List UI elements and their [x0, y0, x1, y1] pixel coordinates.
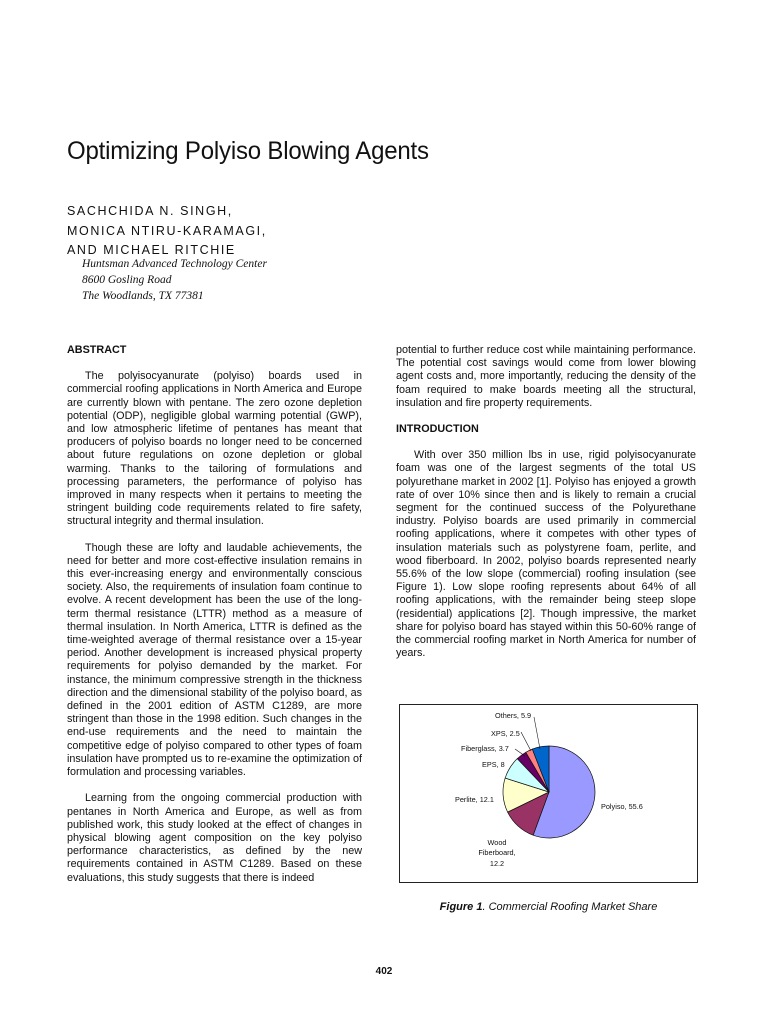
pie-chart-svg: [400, 705, 699, 884]
label-wood-line1: Wood: [487, 838, 507, 847]
abstract-paragraph-3: Learning from the ongoing commercial production with pentanes in North America and Europe, as well as from published work, this study looked at the effect of changes in physical blowing agent composition on the key polyiso performance characteristics, as defined by the new requirements contained in ASTM C1289. Based on these evaluations, this study suggests that there is indeed: [67, 792, 362, 884]
label-wood-line3: 12.2: [489, 859, 505, 868]
paper-title: Optimizing Polyiso Blowing Agents: [67, 137, 429, 165]
figure-caption-text: . Commercial Roofing Market Share: [482, 901, 658, 913]
leader-line-others: [534, 717, 540, 749]
label-perlite: Perlite, 12.1: [455, 795, 494, 804]
author-2: MONICA NTIRU-KARAMAGI,: [67, 223, 267, 238]
introduction-paragraph: With over 350 million lbs in use, rigid polyisocyanurate foam was one of the largest segments of the total US polyurethane market in 2002 [1]. Polyiso has enjoyed a growth rate of over 10% since then and is likely to remain a crucial segment for the continued success of the Polyurethane industry. Polyiso boards are used primarily in commercial roofing applications, where it competes with other types of insulation materials such as polystyrene foam, perlite, and wood fiberboard. In 2002, polyiso boards represented nearly 55.6% of the low slope (commercial) roofing insulation (see Figure 1). Low slope roofing represents about 64% of all roofing applications, with the remainder being steep slope (residential) applications [2]. Though impressive, the market share for polyiso board has stayed within this 50-60% range of the commercial roofing market in North America for number of years.: [396, 449, 696, 660]
leader-line-xps: [521, 732, 531, 751]
introduction-heading: INTRODUCTION: [396, 423, 479, 436]
affiliation-street: 8600 Gosling Road: [82, 274, 172, 286]
leader-line-fiberglass: [515, 749, 525, 756]
label-eps: EPS, 8: [482, 760, 505, 769]
abstract-heading: ABSTRACT: [67, 344, 127, 356]
label-wood-line2: Fiberboard,: [478, 848, 516, 857]
affiliation-city: The Woodlands, TX 77381: [82, 290, 204, 302]
label-others: Others, 5.9: [495, 711, 532, 720]
author-list: [67, 202, 267, 261]
label-fiberglass: Fiberglass, 3.7: [461, 744, 509, 753]
label-xps: XPS, 2.5: [491, 729, 520, 738]
abstract-paragraph-1: The polyisocyanurate (polyiso) boards used in commercial roofing applications in North America and Europe are currently blown with pentane. The zero ozone depletion potential (ODP), negligible global warming potential (GWP), and low atmospheric lifetime of pentanes has meant that producers of polyiso boards no longer need to be concerned about future regulations on ozone depletion or global warming. Thanks to the tailoring of formulations and processing parameters, the performance of polyiso has improved in many respects when it pertains to meeting the stringent building code requirements related to fire safety, structural integrity and thermal insulation.: [67, 370, 362, 528]
abstract-paragraph-2: Though these are lofty and laudable achievements, the need for better and more cost-effective insulation remains in this ever-increasing energy and environmentally conscious society. Also, the requirements of insulation foam continue to evolve. A recent development has been the use of the long-term thermal resistance (LTTR) method as a measure of thermal insulation. In North America, LTTR is defined as the time-weighted average of thermal resistance over a 15-year period. Another development is increased physical property requirements for polyiso demanded by the market. For instance, the minimum compressive strength in the thickness direction and the dimensional stability of the polyiso board, as defined in the 2001 edition of ASTM C1289, are more stringent than those in the 1998 edition. Such changes in the end-use requirements and the need to maintain the competitive edge of polyiso compared to other types of foam insulation have prompted us to re-examine the optimization of formulation and processing variables.: [67, 541, 362, 779]
label-polyiso: Polyiso, 55.6: [601, 802, 643, 811]
author-1: SACHCHIDA N. SINGH,: [67, 204, 233, 218]
figure-caption: [399, 901, 698, 913]
figure-1-pie-chart: [399, 704, 698, 883]
right-column: [396, 344, 696, 673]
left-column: [67, 344, 362, 898]
affiliation-institution: Huntsman Advanced Technology Center: [82, 258, 267, 270]
author-3: AND MICHAEL RITCHIE: [67, 243, 236, 257]
affiliation: [82, 256, 267, 304]
figure-caption-label: Figure 1: [439, 901, 483, 913]
abstract-continued-paragraph: potential to further reduce cost while maintaining performance. The potential cost savings would come from lower blowing agent costs and, more importantly, reducing the density of the foam required to make boards meeting all the structural, insulation and fire property requirements.: [396, 344, 696, 409]
page-number: 402: [375, 966, 393, 977]
